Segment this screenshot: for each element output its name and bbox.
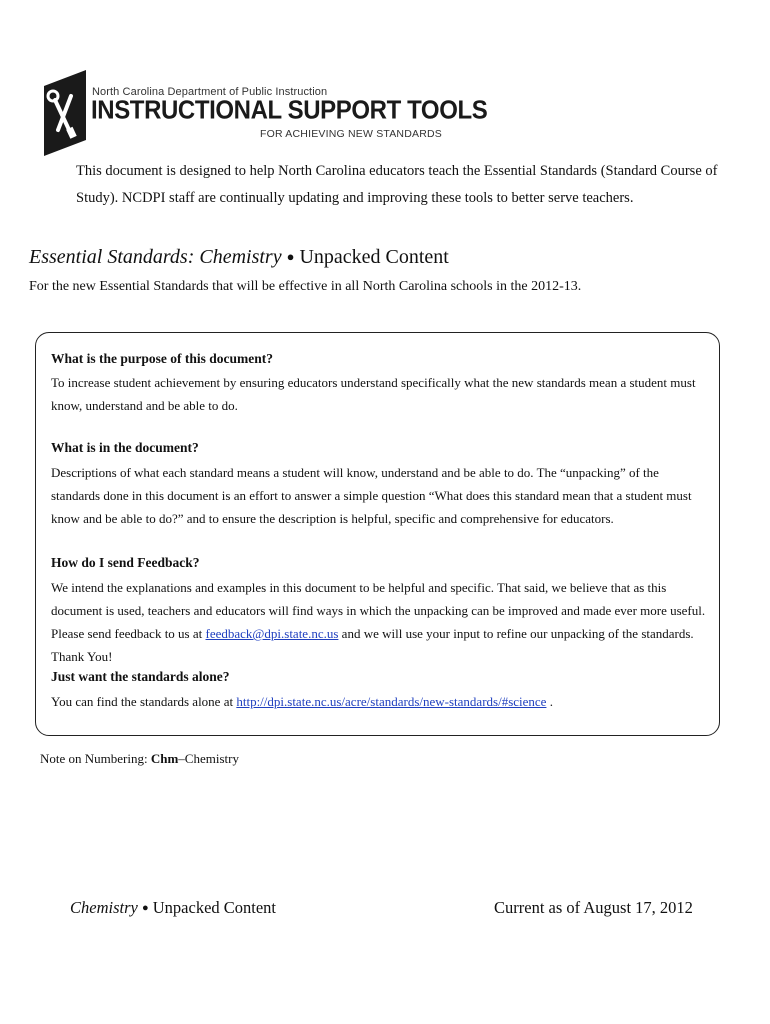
agency-name: North Carolina Department of Public Instruction [92, 86, 328, 98]
feedback-email-link[interactable]: feedback@dpi.state.nc.us [205, 626, 339, 641]
standards-text-end: . [546, 694, 553, 709]
contents-question: What is in the document? [51, 440, 199, 455]
title-label: Unpacked Content [299, 246, 449, 268]
logo-title: INSTRUCTIONAL SUPPORT TOOLS [91, 96, 488, 126]
footer-title [70, 898, 276, 918]
feedback-question: How do I send Feedback? [51, 555, 200, 570]
tools-icon [38, 66, 88, 158]
intro-paragraph: This document is designed to help North Carolina educators teach the Essential Standards (Standard Course of Study). NCDPI staff are continually updating and improving these tools to better serve teachers. [76, 163, 718, 206]
note-code: Chm [150, 751, 179, 766]
standards-link[interactable]: http://dpi.state.nc.us/acre/standards/new-standards/#science [236, 694, 547, 709]
footer-subject: Chemistry [70, 898, 138, 917]
feedback-text-end: and we will use your input to refine our unpacking of the standards. Thank You! [51, 626, 694, 664]
footer-bullet-icon: ● [141, 902, 149, 914]
feedback-text: We intend the explanations and examples in this document to be helpful and specific. That said, we believe that as this document is used, teachers and educators will find ways in which the unpacking can be improved and made ever more useful. Please send feedback to us at [51, 580, 706, 641]
title-subject: Essential Standards: Chemistry [29, 246, 282, 268]
contents-answer: Descriptions of what each standard means a student will know, understand and be able to do. The “unpacking” of the standards done in this document is an effort to answer a simple question “What does this standard mean that a student must know and be able to do?” and to ensure the description is helpful, specific and comprehensive for educators. [51, 465, 692, 526]
document-title [29, 246, 449, 269]
footer-label: Unpacked Content [152, 898, 277, 917]
note-prefix: Note on Numbering: [40, 751, 151, 766]
bullet-icon: ● [286, 249, 295, 264]
numbering-note [40, 751, 239, 767]
purpose-question: What is the purpose of this document? [51, 351, 274, 366]
logo-tagline: FOR ACHIEVING NEW STANDARDS [260, 128, 442, 140]
note-suffix: –Chemistry [178, 751, 239, 766]
standards-text: You can find the standards alone at [51, 694, 237, 709]
standards-answer [51, 690, 711, 713]
footer-date: Current as of August 17, 2012 [494, 898, 693, 917]
feedback-answer [51, 576, 711, 668]
standards-question: Just want the standards alone? [51, 669, 230, 684]
document-subtitle: For the new Essential Standards that will be effective in all North Carolina schools in the 2012-13. [29, 279, 582, 294]
purpose-answer: To increase student achievement by ensuring educators understand specifically what the new standards mean a student must know, understand and be able to do. [51, 375, 696, 413]
